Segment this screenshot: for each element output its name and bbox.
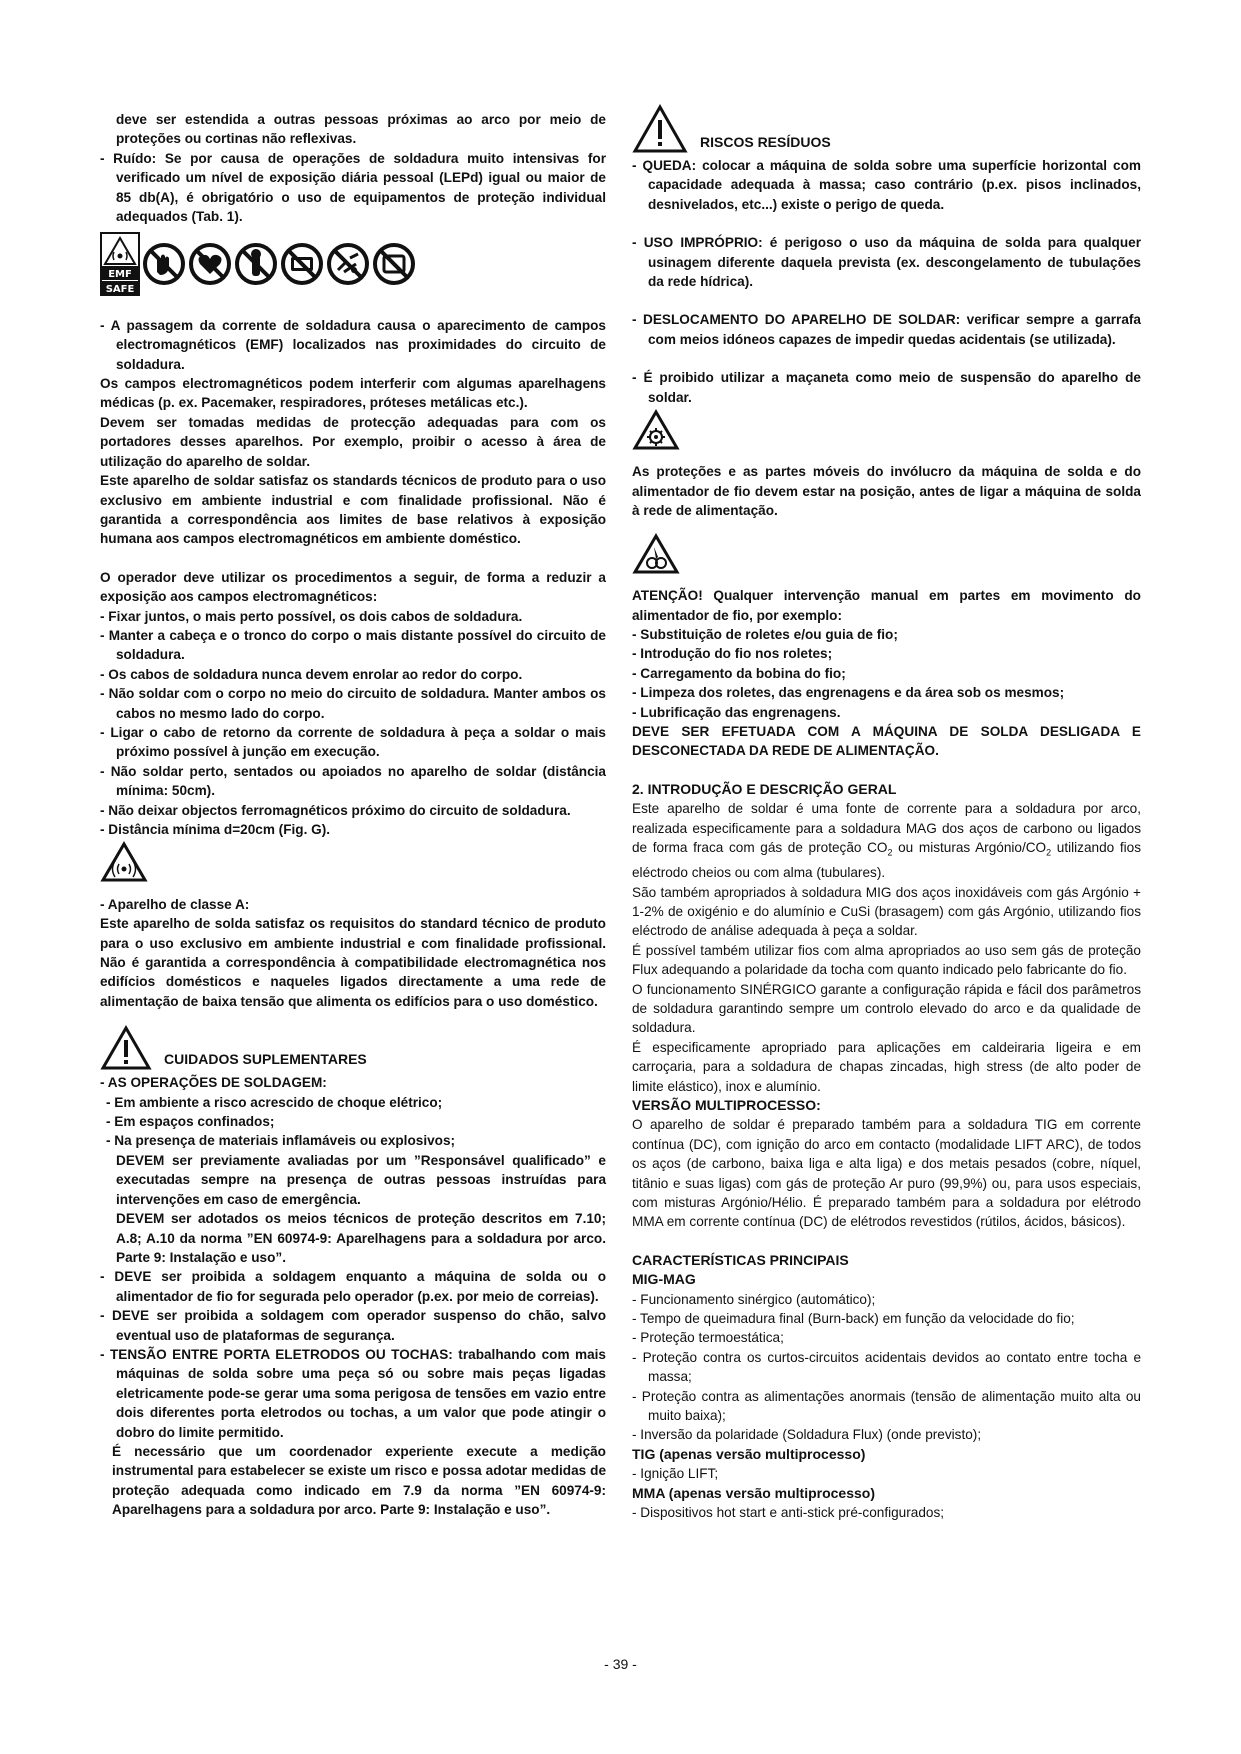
list-item: - Substituição de roletes e/ou guia de fio; — [632, 626, 898, 642]
list-item: - USO IMPRÓPRIO: é perigoso o uso da máquina de solda para qualquer usinagem diferente daquela prevista (ex. descongelamento de tubulações da rede hídrica). — [632, 235, 1141, 290]
paragraph: - Aparelho de classe A: — [100, 896, 250, 912]
right-column — [632, 110, 1141, 1523]
care-subtitle: - AS OPERAÇÕES DE SOLDAGEM: — [100, 1075, 327, 1091]
hand-crush-warning-icon — [632, 533, 1141, 580]
paragraph: ATENÇÃO! Qualquer intervenção manual em partes em movimento do alimentador de fio, por exemplo: — [632, 588, 1141, 623]
emf-safe-logo — [100, 232, 140, 301]
paragraph: Este aparelho de solda satisfaz os requisitos do standard técnico de produto para o uso exclusivo em ambiente industrial e com finalidade profissional. Não é garantida a correspondência à compatibilidade electromagnética nos edifícios domésticos e naqueles ligados directamente a uma rede de alimentação de baixa tensão que alimenta os edifícios para o uso doméstico. — [100, 916, 606, 1009]
subsection-title: MMA (apenas versão multiprocesso) — [632, 1484, 875, 1501]
section-title: CARACTERÍSTICAS PRINCIPAIS — [632, 1251, 849, 1268]
list-item: - Distância mínima d=20cm (Fig. G). — [100, 822, 331, 837]
list-item: - Ignição LIFT; — [632, 1466, 719, 1482]
list-item: - DEVE ser proibida a soldagem com operador suspenso do chão, salvo eventual uso de plataformas de segurança. — [100, 1308, 606, 1343]
no-metal-objects-icon — [326, 242, 370, 291]
noise-paragraph: - Ruído: Se por causa de operações de soldadura muito intensivas for verificado um nível de exposição diária pessoal (LEPd) igual ou maior de 85 db(A), é obrigatório o uso de equipamentos de proteção individual adequados (Tab. 1). — [100, 150, 606, 225]
subsection-title: TIG (apenas versão multiprocesso) — [632, 1445, 866, 1462]
moving-parts-warning-icon — [632, 409, 1141, 456]
section-title: 2. INTRODUÇÃO E DESCRIÇÃO GERAL — [632, 780, 897, 797]
paragraph: Devem ser tomadas medidas de protecção adequadas para com os portadores desses aparelhos. Por exemplo, proibir o acesso à área de utilização do aparelho de soldar. — [100, 414, 606, 469]
paragraph: O aparelho de soldar é preparado também para a soldadura TIG em corrente contínua (DC), com ignição do arco em contacto (modalidade LIFT ARC), de todos os aços (de carbono, baixa liga e alta liga) e dos metais pesados (cobre, níquel, titânio e suas ligas) com gás de proteção Ar puro (99,9%) ou, para usos especiais, com misturas Argónio/Hélio. É preparado também para a soldadura por elétrodo MMA em corrente contínua (DC) de elétrodos revestidos (rútilos, ácidos, básicos). — [632, 1117, 1141, 1230]
list-item: - DEVE ser proibida a soldagem enquanto a máquina de solda ou o alimentador de fio for segurada pelo operador (p.ex. por meio de correias). — [100, 1269, 606, 1304]
warning-icon — [632, 104, 688, 154]
list-item: - Não deixar objectos ferromagnéticos próximo do circuito de soldadura. — [100, 802, 571, 818]
list-item: - Proteção termoestática; — [632, 1330, 784, 1346]
list-item: - Fixar juntos, o mais perto possível, os dois cabos de soldadura. — [100, 608, 523, 624]
list-item: - Não soldar perto, sentados ou apoiados no aparelho de soldar (distância mínima: 50cm). — [100, 763, 606, 799]
care-heading — [100, 1025, 606, 1071]
paragraph: São também apropriados à soldadura MIG dos aços inoxidáveis com gás Argónio + 1-2% de oxigénio e do alumínio e CuSi (brasagem) com gás Argónio, utilizando fios eléctrodo de análise adequada à peça a soldar. — [632, 884, 1141, 939]
paragraph: As proteções e as partes móveis do invólucro da máquina de solda e do alimentador de fio devem estar na posição, antes de ligar a máquina de solda à rede de alimentação. — [632, 464, 1141, 519]
no-magnetic-card-icon — [372, 242, 416, 291]
list-item: - Limpeza dos roletes, das engrenagens e da área sob os mesmos; — [632, 685, 1065, 701]
list-item: - Manter a cabeça e o tronco do corpo o mais distante possível do circuito de soldadura. — [100, 627, 606, 663]
no-implant-icon — [234, 242, 278, 291]
warning-icon — [100, 1025, 152, 1071]
paragraph: É especificamente apropriado para aplicações em caldeiraria ligeira e em carroçaria, para a soldadura de chapas zincadas, high stress (de alto poder de limite elástico), inox e alumínio. — [632, 1039, 1141, 1094]
list-item: - TENSÃO ENTRE PORTA ELETRODOS OU TOCHAS: trabalhando com mais máquinas de solda sobre uma peça só ou sobre mais peças ligadas eletricamente pode-se gerar uma soma perigosa de tensões em vazio entre dois diferentes porta eletrodos ou tochas, a um valor que pode atingir o dobro do limite permitido. — [100, 1346, 606, 1440]
left-column — [100, 110, 606, 1520]
residual-risks-title: RISCOS RESÍDUOS — [700, 133, 831, 150]
list-item: - QUEDA: colocar a máquina de solda sobre uma superfície horizontal com capacidade adequada à massa; caso contrário (p.ex. pisos inclinados, desnivelados, etc...) existe o perigo de queda. — [632, 158, 1141, 212]
list-item: - Em ambiente a risco acrescido de choque elétrico; — [106, 1094, 443, 1110]
list-item: - Inversão da polaridade (Soldadura Flux) (onde previsto); — [632, 1427, 982, 1443]
ppe-icons-row — [100, 232, 606, 301]
svg-text:EMF: EMF — [108, 269, 132, 281]
list-item: - Dispositivos hot start e anti-stick pré-configurados; — [632, 1505, 945, 1521]
list-item: - Lubrificação das engrenagens. — [632, 704, 841, 720]
paragraph: DEVE SER EFETUADA COM A MÁQUINA DE SOLDA DESLIGADA E DESCONECTADA DA REDE DE ALIMENTAÇÃO. — [632, 723, 1141, 759]
no-touch-icon — [142, 242, 186, 291]
list-item: - Proteção contra os curtos-circuitos acidentais devidos ao contato entre tocha e massa; — [632, 1349, 1141, 1385]
no-pacemaker-icon — [188, 242, 232, 291]
subsection-title: MIG-MAG — [632, 1271, 696, 1288]
radiation-warning-icon — [100, 841, 606, 888]
emf-paragraph: - A passagem da corrente de soldadura causa o aparecimento de campos electromagnéticos (EMF) localizados nas proximidades do circuito de soldadura. — [100, 317, 606, 372]
no-watch-icon — [280, 242, 324, 291]
list-item: - Não soldar com o corpo no meio do circuito de soldadura. Manter ambos os cabos no mesmo lado do corpo. — [100, 686, 606, 721]
list-item: - DESLOCAMENTO DO APARELHO DE SOLDAR: verificar sempre a garrafa com meios idóneos capazes de impedir quedas acidentais (se utilizada). — [632, 312, 1141, 347]
paragraph: Este aparelho de soldar é uma fonte de corrente para a soldadura por arco, realizada especificamente para a soldadura MAG dos aços de carbono ou ligados de forma fraca com gás de proteção $CO_2$ ou misturas Argónio/$CO_2$ utilizando fios eléctrodo cheios ou com alma (tubulares). — [632, 801, 1141, 881]
list-item: - Introdução do fio nos roletes; — [632, 646, 833, 662]
subsection-title: VERSÃO MULTIPROCESSO: — [632, 1096, 821, 1113]
paragraph: Este aparelho de soldar satisfaz os standards técnicos de produto para o uso exclusivo em ambiente industrial e com finalidade profissional. Não é garantida a correspondência aos limites de base relativos à exposição humana aos campos electromagnéticos em ambiente doméstico. — [100, 473, 606, 547]
paragraph: É possível também utilizar fios com alma apropriados ao uso sem gás de proteção Flux adequando a polaridade da tocha com quanto indicado pelo fabricante do fio. — [632, 942, 1141, 978]
list-item: - É proibido utilizar a maçaneta como meio de suspensão do aparelho de soldar. — [632, 370, 1141, 405]
list-item: - Ligar o cabo de retorno da corrente de soldadura à peça a soldar o mais próximo possível à junção em execução. — [100, 724, 606, 760]
paragraph: O funcionamento SINÉRGICO garante a configuração rápida e fácil dos parâmetros de soldadura garantindo sempre um controlo elevado do arco e da qualidade de soldadura. — [632, 981, 1141, 1036]
care-title: CUIDADOS SUPLEMENTARES — [164, 1050, 367, 1067]
list-item: - Tempo de queimadura final (Burn-back) em função da velocidade do fio; — [632, 1311, 1075, 1327]
list-item: - Funcionamento sinérgico (automático); — [632, 1291, 876, 1307]
paragraph: DEVEM ser previamente avaliadas por um ”Responsável qualificado” e executadas sempre na presença de outras pessoas instruídas para intervenções em caso de emergência. — [116, 1152, 606, 1207]
paragraph: DEVEM ser adotados os meios técnicos de proteção descritos em 7.10; A.8; A.10 da norma ”EN 60974-9: Aparelhagens para a soldadura por arco. Parte 9: Instalação e uso”. — [116, 1211, 606, 1265]
paragraph: É necessário que um coordenador experiente execute a medição instrumental para estabelecer se existe um risco e possa adotar medidas de proteção adequada como indicado em 7.9 da norma ”EN 60974-9: Aparelhagens para a soldadura por arco. Parte 9: Instalação e uso”. — [112, 1443, 606, 1518]
page-number: - 39 - — [604, 1656, 637, 1672]
residual-risks-heading — [632, 104, 1141, 154]
paragraph: O operador deve utilizar os procedimentos a seguir, de forma a reduzir a exposição aos campos electromagnéticos: — [100, 569, 606, 605]
svg-text:SAFE: SAFE — [105, 284, 135, 296]
paragraph: deve ser estendida a outras pessoas próximas ao arco por meio de proteções ou cortinas não reflexivas. — [116, 112, 606, 147]
paragraph: Os campos electromagnéticos podem interferir com algumas aparelhagens médicas (p. ex. Pacemaker, respiradores, próteses metálicas etc.). — [100, 376, 606, 411]
list-item: - Carregamento da bobina do fio; — [632, 665, 846, 681]
list-item: - Em espaços confinados; — [106, 1114, 275, 1130]
list-item: - Os cabos de soldadura nunca devem enrolar ao redor do corpo. — [100, 666, 523, 682]
list-item: - Proteção contra as alimentações anormais (tensão de alimentação muito alta ou muito baixa); — [632, 1388, 1141, 1424]
list-item: - Na presença de materiais inflamáveis ou explosivos; — [106, 1133, 456, 1149]
